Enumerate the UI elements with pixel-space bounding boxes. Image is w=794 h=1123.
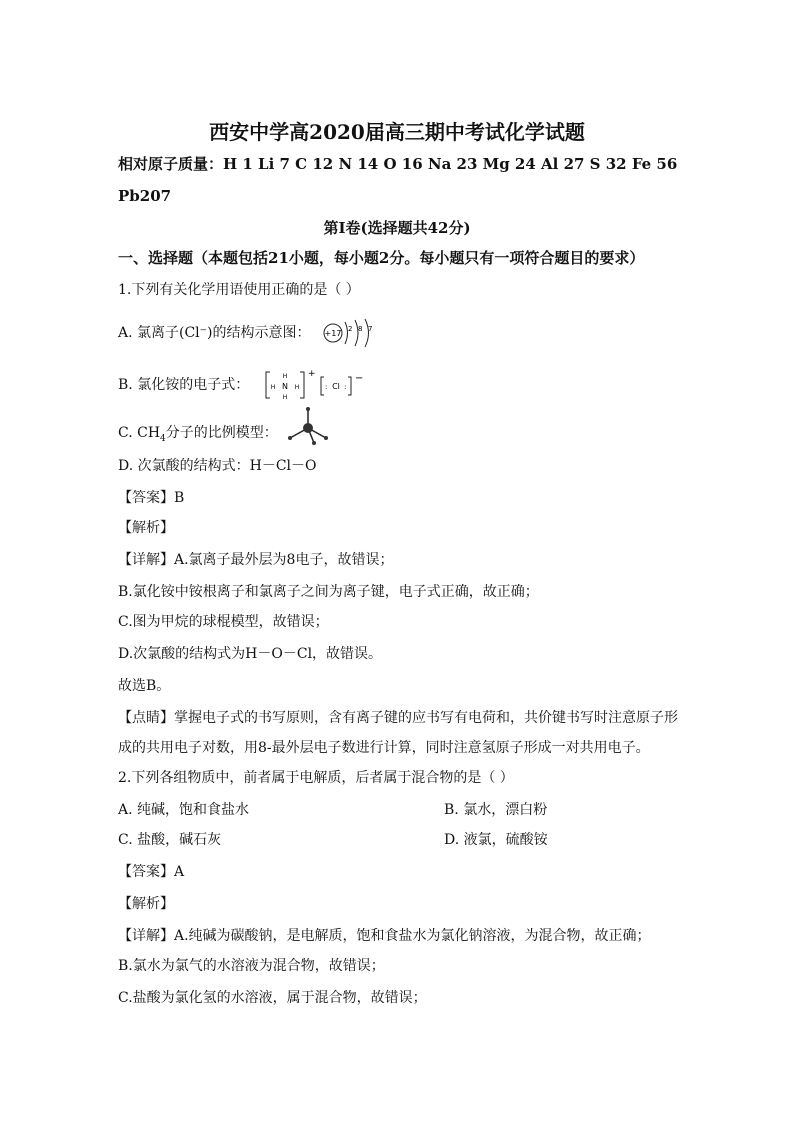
shell-2-count: 8 — [357, 325, 363, 333]
anion-charge: − — [354, 373, 364, 384]
ammonium-chloride-electron-formula — [264, 368, 374, 402]
q1-option-b — [118, 368, 374, 402]
q1-detail-b: B.氯化铵中铵根离子和氯离子之间为离子键，电子式正确，故正确； — [118, 584, 539, 600]
q2-option-d: D. 液氯，硫酸铵 — [444, 832, 548, 848]
shell-1-count: 2 — [347, 325, 353, 333]
shell-3-count: 7 — [367, 325, 373, 333]
q1-option-b-text: B. 氯化铵的电子式： — [118, 377, 250, 393]
atomic-masses-line-2: Pb207 — [118, 187, 172, 205]
nucleus-charge: +17 — [324, 329, 342, 338]
atomic-masses-line-1: 相对原子质量：H 1 Li 7 C 12 N 14 O 16 Na 23 Mg 24 Al 27 S 32 Fe 56 — [118, 155, 678, 173]
q1-analysis-label: 【解析】 — [118, 520, 174, 536]
dots-left: : — [324, 383, 328, 391]
q2-option-a: A. 纯碱，饱和食盐水 — [118, 802, 250, 818]
q1-key-point-line-1: 【点睛】掌握电子式的书写原则，含有离子键的应书写有电荷和，共价键书写时注意原子形 — [118, 710, 678, 726]
methane-ball-stick-model — [286, 406, 332, 446]
q2-answer: 【答案】A — [118, 864, 185, 880]
q1-option-c-subscript: 4 — [160, 433, 166, 444]
h-bottom: H — [282, 394, 287, 401]
q1-key-point-line-2: 成的共用电子对数，用8-最外层电子数进行计算，同时注意氢原子形成一对共用电子。 — [118, 740, 650, 756]
exam-title: 西安中学高2020届高三期中考试化学试题 — [209, 120, 585, 144]
q2-stem: 2.下列各组物质中，前者属于电解质，后者属于混合物的是（ ） — [118, 770, 514, 786]
q1-option-c — [118, 420, 332, 449]
q1-answer: 【答案】B — [118, 490, 185, 506]
q2-analysis-label: 【解析】 — [118, 896, 174, 912]
q2-option-b: B. 氯水，漂白粉 — [444, 802, 548, 818]
q1-option-d: D. 次氯酸的结构式：H－Cl－O — [118, 458, 317, 474]
h-top: H — [282, 373, 287, 380]
cation-charge: + — [307, 369, 316, 379]
chlorine-atom: Cl — [331, 382, 340, 391]
section-header: 第Ⅰ卷(选择题共42分) — [323, 219, 471, 237]
q1-conclusion: 故选B。 — [118, 678, 171, 694]
q1-option-c-prefix: C. CH — [118, 425, 161, 441]
dots-right: : — [343, 383, 347, 391]
nitrogen-atom: N — [281, 382, 288, 391]
q2-detail-b: B.氯水为氯气的水溶液为混合物，故错误； — [118, 958, 385, 974]
q1-option-c-suffix: 分子的比例模型： — [165, 425, 278, 441]
q1-stem: 1.下列有关化学用语使用正确的是（ ） — [118, 282, 360, 298]
q1-detail-a: 【详解】A.氯离子最外层为8电子，故错误； — [118, 552, 394, 568]
part-header: 一、选择题（本题包括21小题，每小题2分。每小题只有一项符合题目的要求） — [118, 249, 645, 267]
q1-option-a-text: A. 氯离子(Cl⁻)的结构示意图： — [118, 325, 311, 341]
q1-detail-c: C.图为甲烷的球棍模型，故错误； — [118, 614, 329, 630]
chloride-ion-structure-diagram — [319, 316, 379, 350]
q1-option-a — [118, 316, 379, 350]
h-right: H — [294, 384, 299, 391]
q2-detail-c: C.盐酸为氯化氢的水溶液，属于混合物，故错误； — [118, 990, 427, 1006]
q2-detail-a: 【详解】A.纯碱为碳酸钠，是电解质，饱和食盐水为氯化钠溶液，为混合物，故正确； — [118, 928, 651, 944]
q2-option-c: C. 盐酸，碱石灰 — [118, 832, 222, 848]
h-left: H — [270, 384, 275, 391]
q1-detail-d: D.次氯酸的结构式为H－O－Cl，故错误。 — [118, 646, 383, 662]
